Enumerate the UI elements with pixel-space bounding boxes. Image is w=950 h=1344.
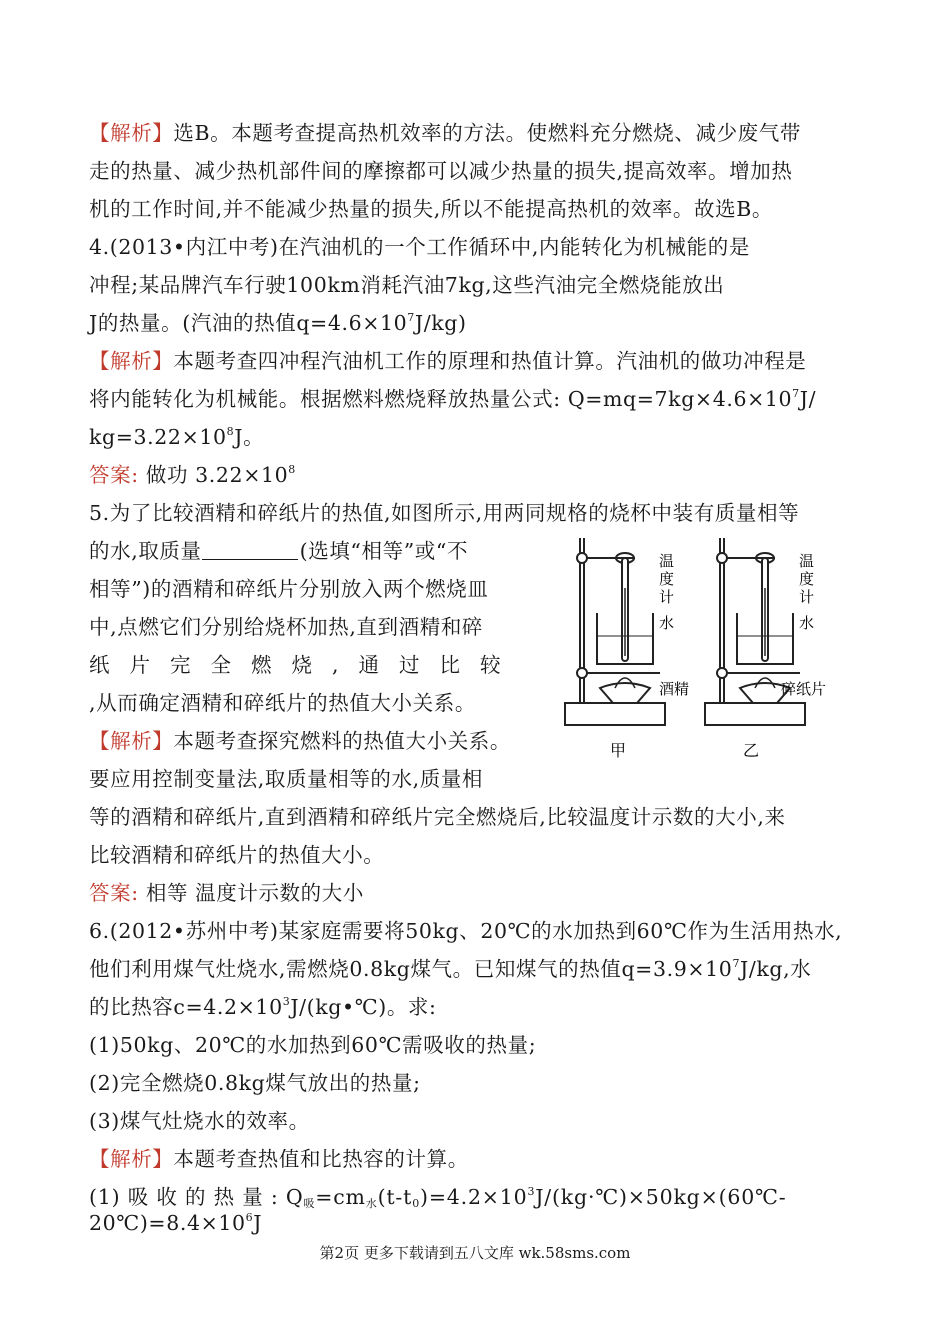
clamp-knob [577,553,587,563]
analysis-tag: 【解析】 [89,1147,174,1171]
line-text: )=4.2×10 [420,1185,528,1209]
thermo-label-1: 温 [799,552,815,570]
water-label: 水 [659,614,675,632]
text-line [89,1069,421,1097]
line-text: J。 [234,425,265,449]
subscript: 水 [365,1197,378,1210]
line-text: J [253,1211,263,1235]
stand-base [565,703,665,725]
text-line [89,841,384,869]
thermo-label-1: 温 [659,552,675,570]
line-text: (1) 吸 收 的 热 量 : Q [89,1185,304,1209]
figure-label-a: 甲 [610,741,627,760]
line-text: 本题考查热值和比热容的计算。 [173,1147,469,1171]
answer-line-4 [89,461,296,489]
line-text: (选填“相等”或“不 [299,539,469,563]
line-text: J/ [799,387,817,411]
line-text: 的比热容c=4.2×10 [89,995,283,1019]
superscript: 6 [245,1211,254,1224]
burner [600,683,650,703]
superscript: 7 [792,387,800,400]
thermo-label-2: 度 [799,570,815,588]
line-text: 纸片完全燃烧,通过比较 [89,653,521,677]
line-text: 本题考查探究燃料的热值大小关系。 [173,729,512,753]
line-text: =cm [315,1185,366,1209]
line-text: J/kg) [414,311,467,335]
stand-base [705,703,805,725]
line-text: 相等 温度计示数的大小 [145,881,364,905]
fuel-label: 酒精 [659,680,690,698]
text-line [89,1209,262,1237]
line-text: 他们利用煤气灶烧水,需燃烧0.8kg煤气。已知煤气的热值q=3.9×10 [89,957,733,981]
text-line [89,157,792,185]
text-line [89,955,811,983]
line-text: (1)50kg、20℃的水加热到60℃需吸收的热量; [89,1033,537,1057]
figure-label-b: 乙 [743,741,760,760]
clamp-knob [577,668,587,678]
line-text: 相等”)的酒精和碎纸片分别放入两个燃烧皿 [89,577,489,601]
text-line [89,689,476,717]
superscript: 8 [226,425,235,438]
subscript: 吸 [303,1197,316,1210]
text-line [89,651,521,679]
text-line [89,195,773,223]
line-text: 的水,取质量 [89,539,202,563]
question-5 [89,499,799,527]
apparatus-left [565,538,665,725]
line-text: 等的酒精和碎纸片,直到酒精和碎纸片完全燃烧后,比较温度计示数的大小,来 [89,805,786,829]
line-text: kg=3.22×10 [89,425,227,449]
analysis-tag: 【解析】 [89,729,174,753]
water-label: 水 [799,614,815,632]
line-text: 4.(2013•内江中考)在汽油机的一个工作循环中,内能转化为机械能的是 [89,235,750,259]
experiment-figure [555,528,855,773]
text-line [89,271,724,299]
analysis-line-2 [89,347,806,375]
line-text: 将内能转化为机械能。根据燃料燃烧释放热量公式: Q=mq=7kg×4.6×10 [89,387,793,411]
line-text: 做功 3.22×10 [145,463,289,487]
line-text: (2)完全燃烧0.8kg煤气放出的热量; [89,1071,421,1095]
superscript: 3 [282,995,291,1008]
text-line [89,309,467,337]
thermo-label-2: 度 [659,570,675,588]
line-text: (t-t [377,1185,413,1209]
line-text: 选B。本题考查提高热机效率的方法。使燃料充分燃烧、减少废气带 [173,121,801,145]
line-text: J/(kg•℃)。求: [290,995,437,1019]
line-text: J/(kg·℃)×50kg×(60℃- [535,1185,787,1209]
line-text: 本题考查四冲程汽油机工作的原理和热值计算。汽油机的做功冲程是 [173,349,807,373]
line-text: J的热量。(汽油的热值q=4.6×10 [89,311,408,335]
line-text: 比较酒精和碎纸片的热值大小。 [89,843,385,867]
text-line [89,537,468,565]
line-text: (3)煤气灶烧水的效率。 [89,1109,310,1133]
text-line [89,385,816,413]
fuel-label: 碎纸片 [781,680,827,698]
answer-line-5 [89,879,364,907]
text-line [89,575,488,603]
analysis-line-1 [89,119,801,147]
text-line [89,765,483,793]
answer-label: 答案: [89,881,139,905]
question-6 [89,917,842,945]
superscript: 7 [732,957,741,970]
page-footer: 第2页 更多下载请到五八文库 wk.58sms.com [319,1244,631,1262]
analysis-tag: 【解析】 [89,349,174,373]
text-line [89,1031,536,1059]
line-text: ,从而确定酒精和碎纸片的热值大小关系。 [89,691,476,715]
line-text: 机的工作时间,并不能减少热量的损失,所以不能提高热机的效率。故选B。 [89,197,773,221]
question-4 [89,233,750,261]
superscript: 7 [407,311,415,324]
thermo-label-3: 计 [659,588,675,606]
answer-label: 答案: [89,463,139,487]
analysis-line-5 [89,727,511,755]
subscript: 0 [412,1197,421,1210]
superscript: 3 [527,1185,536,1198]
text-line [89,423,264,451]
analysis-line-6 [89,1145,469,1173]
line-text: 冲程;某品牌汽车行驶100km消耗汽油7kg,这些汽油完全燃烧能放出 [89,273,725,297]
clamp-knob [717,553,727,563]
line-text: 20℃)=8.4×10 [89,1211,246,1235]
text-line [89,613,483,641]
text-line [89,803,786,831]
text-line [89,993,437,1021]
line-text: J/kg,水 [740,957,812,981]
clamp-knob [717,668,727,678]
line-text: 6.(2012•苏州中考)某家庭需要将50kg、20℃的水加热到60℃作为生活用热水, [89,919,843,943]
line-text: 5.为了比较酒精和碎纸片的热值,如图所示,用两同规格的烧杯中装有质量相等 [89,501,800,525]
line-text: 走的热量、减少热机部件间的摩擦都可以减少热量的损失,提高效率。增加热 [89,159,793,183]
analysis-tag: 【解析】 [89,121,174,145]
superscript: 8 [288,463,296,476]
formula-line [89,1183,787,1211]
line-text: 要应用控制变量法,取质量相等的水,质量相 [89,767,484,791]
line-text: 中,点燃它们分别给烧杯加热,直到酒精和碎 [89,615,484,639]
thermo-label-3: 计 [799,588,815,606]
text-line [89,1107,310,1135]
fill-blank [202,539,298,560]
